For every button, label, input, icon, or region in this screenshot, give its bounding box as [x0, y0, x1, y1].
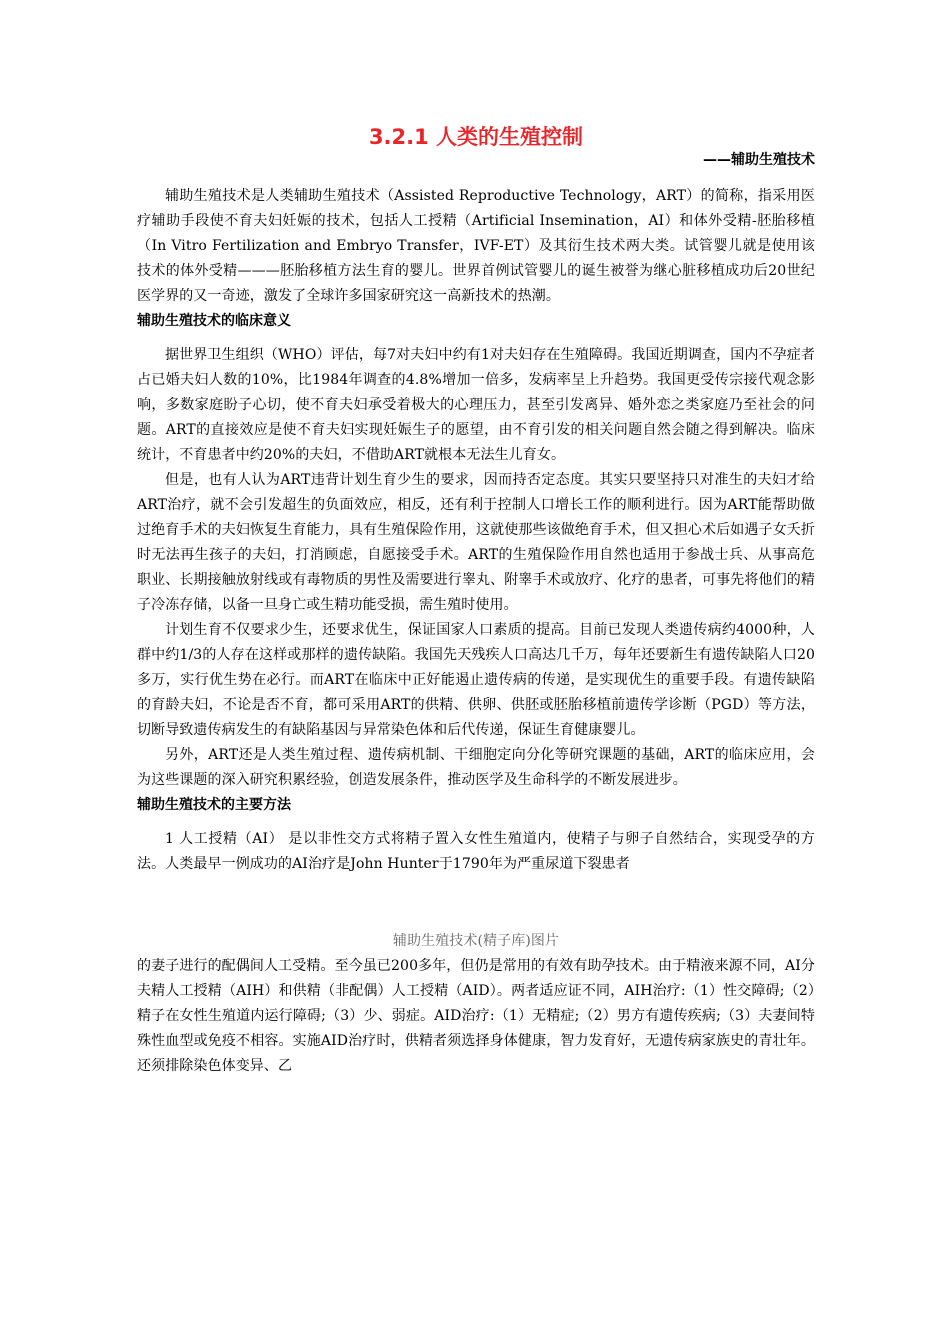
- document-title: 3.2.1 人类的生殖控制: [368, 125, 584, 149]
- intro-paragraph: 辅助生殖技术是人类辅助生殖技术（Assisted Reproductive Technology，ART）的简称，指采用医疗辅助手段使不育夫妇妊娠的技术，包括人工授精（Artificial Insemination，AI）和体外受精-胚胎移植（In Vitro Fertilization and Embryo Transfer，IVF-ET）及其衍生技术两大类。试管婴儿就是使用该技术的体外受精———胚胎移植方法生育的婴儿。世界首例试管婴儿的诞生被誉为继心脏移植成功后20世纪医学界的又一奇迹，激发了全球许多国家研究这一高新技术的热潮。: [137, 188, 815, 304]
- section-heading-clinical: 辅助生殖技术的临床意义: [137, 313, 291, 329]
- clinical-paragraph-2: 但是，也有人认为ART违背计划生育少生的要求，因而持否定态度。其实只要坚持只对准生的夫妇才给ART治疗，就不会引发超生的负面效应，相反，还有利于控制人口增长工作的顺利进行。因为ART能帮助做过绝育手术的夫妇恢复生育能力，具有生殖保险作用，这就使那些该做绝育手术，但又担心术后如遇子女夭折时无法再生孩子的夫妇，打消顾虑，自愿接受手术。ART的生殖保险作用自然也适用于参战士兵、从事高危职业、长期接触放射线或有毒物质的男性及需要进行睾丸、附睾手术或放疗、化疗的患者，可事先将他们的精子冷冻存储，以备一旦身亡或生精功能受损，需生殖时使用。: [137, 472, 815, 613]
- clinical-paragraph-3: 计划生育不仅要求少生，还要求优生，保证国家人口素质的提高。目前已发现人类遗传病约4000种，人群中约1/3的人存在这样或那样的遗传缺陷。我国先天残疾人口高达几千万，每年还要新生有遗传缺陷人口20多万，实行优生势在必行。而ART在临床中正好能遏止遗传病的传递，是实现优生的重要手段。有遗传缺陷的育龄夫妇，不论是否不育，都可采用ART的供精、供卵、供胚或胚胎移植前遗传学诊断（PGD）等方法，切断导致遗传病发生的有缺陷基因与异常染色体和后代传递，保证生育健康婴儿。: [137, 622, 815, 738]
- clinical-paragraph-4: 另外，ART还是人类生殖过程、遗传病机制、干细胞定向分化等研究课题的基础，ART的临床应用，会为这些课题的深入研究积累经验，创造发展条件，推动医学及生命科学的不断发展进步。: [137, 747, 815, 788]
- document-body: [137, 184, 815, 1079]
- method-paragraph-2: 的妻子进行的配偶间人工受精。至今虽已200多年，但仍是常用的有效有助孕技术。由于精液来源不同，AI分夫精人工授精（AIH）和供精（非配偶）人工授精（AID）。两者适应证不同，AIH治疗:（1）性交障碍;（2）精子在女性生殖道内运行障碍;（3）少、弱症。AID治疗:（1）无精症;（2）男方有遗传疾病;（3）夫妻间特殊性血型或免疫不相容。实施AID治疗时，供精者须选择身体健康，智力发育好，无遗传病家族史的青壮年。还须排除染色体变异、乙: [137, 958, 815, 1074]
- figure-placeholder: [137, 877, 815, 929]
- section-heading-methods: 辅助生殖技术的主要方法: [137, 797, 291, 813]
- method-paragraph-1: 1 人工授精（AI） 是以非性交方式将精子置入女性生殖道内，使精子与卵子自然结合，实现受孕的方法。人类最早一例成功的AI治疗是John Hunter于1790年为严重尿道下裂患者: [137, 831, 815, 872]
- clinical-paragraph-1: 据世界卫生组织（WHO）评估，每7对夫妇中约有1对夫妇存在生殖障碍。我国近期调查，国内不孕症者占已婚夫妇人数的10%，比1984年调查的4.8%增加一倍多，发病率呈上升趋势。我国更受传宗接代观念影响，多数家庭盼子心切，使不育夫妇承受着极大的心理压力，甚至引发离异、婚外恋之类家庭乃至社会的问题。ART的直接效应是使不育夫妇实现妊娠生子的愿望，由不育引发的相关问题自然会随之得到解决。临床统计，不育患者中约20%的夫妇，不借助ART就根本无法生儿育女。: [137, 347, 815, 463]
- figure-caption: 辅助生殖技术(精子库)图片: [392, 933, 560, 949]
- document-subtitle: ——辅助生殖技术: [703, 152, 815, 168]
